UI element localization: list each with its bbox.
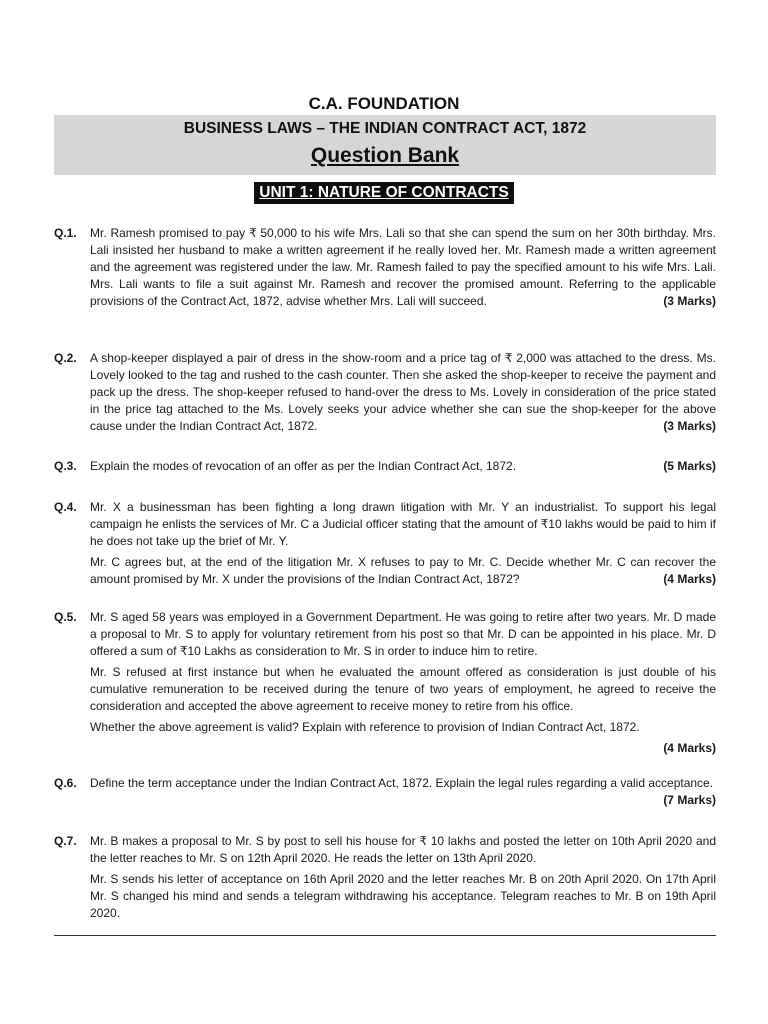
document-title: C.A. FOUNDATION	[308, 94, 460, 113]
question-body	[90, 225, 716, 310]
question-number: Q.3.	[54, 459, 77, 473]
question-number: Q.7.	[54, 834, 77, 848]
marks-label: (3 Marks)	[663, 294, 716, 308]
unit-heading: UNIT 1: NATURE OF CONTRACTS	[254, 182, 513, 204]
question-body	[90, 499, 716, 588]
question-text: Mr. B makes a proposal to Mr. S by post to sell his house for ₹ 10 lakhs and posted the letter on 10th April 2020 and the letter reaches to Mr. S on 12th April 2020. He reads the letter on 13th April 2020.	[90, 834, 716, 865]
question-body	[90, 458, 716, 475]
question-6	[54, 775, 716, 809]
question-text: Define the term acceptance under the Indian Contract Act, 1872. Explain the legal rules regarding a valid acceptance. (7 Marks)	[90, 776, 716, 807]
question-bank-heading: Question Bank	[310, 144, 460, 167]
question-3	[54, 458, 716, 479]
question-text: Mr. S refused at first instance but when he evaluated the amount offered as consideration is just double of his cumulative remuneration to be received during the tenure of two years of employment, he agreed to receive the consideration and accepted the above agreement to receive money to retire from his office.	[90, 665, 716, 713]
question-1	[54, 225, 716, 314]
question-5	[54, 609, 716, 757]
subject-heading: BUSINESS LAWS – THE INDIAN CONTRACT ACT, 1872	[183, 120, 587, 137]
question-2	[54, 350, 716, 439]
question-number: Q.6.	[54, 776, 77, 790]
question-text: Mr. C agrees but, at the end of the litigation Mr. X refuses to pay to Mr. C. Decide whether Mr. C can recover the amount promised by Mr. X under the provisions of the Indian Contract Act, 1872? (4 Marks)	[90, 555, 716, 586]
question-body	[90, 350, 716, 435]
marks-label: (4 Marks)	[663, 572, 716, 586]
question-7	[54, 833, 716, 926]
question-4	[54, 499, 716, 592]
marks-label: (5 Marks)	[663, 459, 716, 473]
question-body	[90, 609, 716, 757]
unit-heading-wrap	[0, 182, 768, 204]
marks-label: (7 Marks)	[663, 793, 716, 807]
question-body	[90, 833, 716, 922]
question-number: Q.4.	[54, 500, 77, 514]
question-text: Mr. Ramesh promised to pay ₹ 50,000 to his wife Mrs. Lali so that she can spend the sum on her 30th birthday. Mrs. Lali insisted her husband to make a written agreement if he really loved her. Mr. Ramesh made a written agreement and the agreement was registered under the law. Mr. Ramesh failed to pay the specified amount to his wife Mrs. Lali. Mrs. Lali wants to file a suit against Mr. Ramesh and recover the promised amount. Referring to the applicable provisions of the Contract Act, 1872, advise whether Mrs. Lali will succeed. (3 Marks)	[90, 226, 716, 308]
question-text: Mr. S aged 58 years was employed in a Government Department. He was going to retire after two years. Mr. D made a proposal to Mr. S to apply for voluntary retirement from his post so that Mr. D can be appointed in his place. Mr. D offered a sum of ₹10 Lakhs as consideration to Mr. S in order to induce him to retire.	[90, 610, 716, 658]
question-text: A shop-keeper displayed a pair of dress in the show-room and a price tag of ₹ 2,000 was attached to the dress. Ms. Lovely looked to the tag and rushed to the cash counter. Then she asked the shop-keeper to receive the payment and pack up the dress. The shop-keeper refused to hand-over the dress to Ms. Lovely in consideration of the price stated in the price tag attached to the Ms. Lovely seeks your advice whether she can sue the shop-keeper for the above cause under the Indian Contract Act, 1872. (3 Marks)	[90, 351, 716, 433]
question-text: Mr. S sends his letter of acceptance on 16th April 2020 and the letter reaches Mr. B on 20th April 2020. On 17th April Mr. S changed his mind and sends a telegram withdrawing his acceptance. Telegram reaches to Mr. B on 19th April 2020.	[90, 872, 716, 920]
question-text: (5 Marks) Explain the modes of revocation of an offer as per the Indian Contract Act, 1872.	[90, 459, 716, 473]
header-band	[54, 115, 716, 175]
footer-rule	[54, 935, 716, 936]
marks-label: (3 Marks)	[663, 419, 716, 433]
question-number: Q.2.	[54, 351, 77, 365]
question-text: Mr. X a businessman has been fighting a long drawn litigation with Mr. Y an industrialist. To support his legal campaign he enlists the services of Mr. C a Judicial officer stating that the amount of ₹10 lakhs would be paid to him if he does not take up the brief of Mr. Y.	[90, 500, 716, 548]
question-body	[90, 775, 716, 807]
marks-label: (4 Marks)	[663, 741, 716, 755]
question-text: Whether the above agreement is valid? Explain with reference to provision of Indian Contract Act, 1872.	[90, 720, 640, 734]
question-number: Q.1.	[54, 226, 77, 240]
question-number: Q.5.	[54, 610, 77, 624]
